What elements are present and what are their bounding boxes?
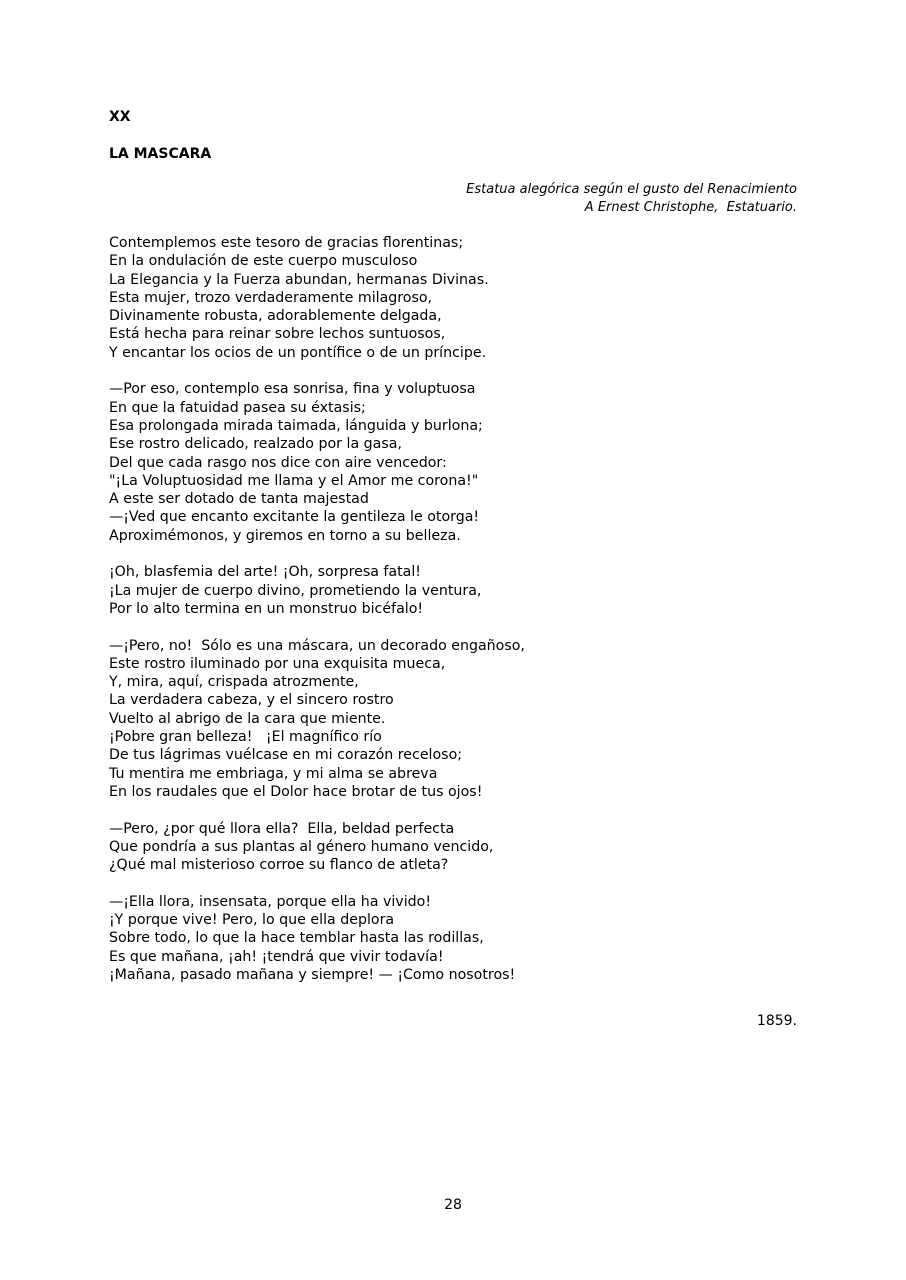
poem-body <box>109 234 809 1002</box>
verse-line: Esta mujer, trozo verdaderamente milagroso, <box>109 289 433 306</box>
stanza <box>109 234 809 362</box>
verse-line: De tus lágrimas vuélcase en mi corazón receloso; <box>109 747 463 764</box>
verse-line: ¡Mañana, pasado mañana y siempre! — ¡Como nosotros! <box>109 966 516 983</box>
verse-line: Esa prolongada mirada taimada, lánguida y burlona; <box>109 417 483 434</box>
verse-line: La Elegancia y la Fuerza abundan, hermanas Divinas. <box>109 271 489 288</box>
epigraph-line: Estatua alegórica según el gusto del Renacimiento <box>466 182 797 197</box>
verse-line: Contemplemos este tesoro de gracias florentinas; <box>109 235 464 251</box>
verse-line: —¡Ella llora, insensata, porque ella ha vivido! <box>109 893 432 910</box>
epigraph <box>466 181 797 217</box>
verse-line: ¡Oh, blasfemia del arte! ¡Oh, sorpresa fatal! <box>109 564 421 581</box>
verse-line: —¡Ved que encanto excitante la gentileza le otorga! <box>109 509 480 526</box>
verse-line: Vuelto al abrigo de la cara que miente. <box>109 710 386 727</box>
poem-numeral: XX <box>109 109 131 125</box>
stanza <box>109 893 809 984</box>
verse-line: Y, mira, aquí, crispada atrozmente, <box>109 674 359 691</box>
verse-line: "¡La Voluptuosidad me llama y el Amor me corona!" <box>109 472 479 489</box>
verse-line: Y encantar los ocios de un pontífice o de un príncipe. <box>109 344 487 361</box>
poem-title: LA MASCARA <box>109 146 212 162</box>
verse-line: Que pondría a sus plantas al género humano vencido, <box>109 838 494 855</box>
verse-line: ¡Pobre gran belleza! ¡El magnífico río <box>109 729 382 746</box>
verse-line: Este rostro iluminado por una exquisita mueca, <box>109 655 446 672</box>
verse-line: Del que cada rasgo nos dice con aire vencedor: <box>109 454 447 471</box>
verse-line: Divinamente robusta, adorablemente delgada, <box>109 308 442 325</box>
stanza <box>109 637 809 802</box>
verse-line: A este ser dotado de tanta majestad <box>109 491 369 508</box>
verse-line: Tu mentira me embriaga, y mi alma se abreva <box>109 765 438 782</box>
verse-line: Ese rostro delicado, realzado por la gasa, <box>109 436 402 453</box>
verse-line: —¡Pero, no! Sólo es una máscara, un decorado engañoso, <box>109 637 525 654</box>
verse-line: En que la fatuidad pasea su éxtasis; <box>109 399 366 416</box>
stanza <box>109 820 809 875</box>
verse-line: En los raudales que el Dolor hace brotar de tus ojos! <box>109 783 483 800</box>
verse-line: ¿Qué mal misterioso corroe su flanco de atleta? <box>109 857 449 874</box>
verse-line: La verdadera cabeza, y el sincero rostro <box>109 692 394 709</box>
verse-line: —Pero, ¿por qué llora ella? Ella, beldad perfecta <box>109 820 455 837</box>
stanza <box>109 563 809 618</box>
page-number: 28 <box>444 1197 462 1213</box>
verse-line: —Por eso, contemplo esa sonrisa, fina y voluptuosa <box>109 381 476 398</box>
verse-line: Sobre todo, lo que la hace temblar hasta las rodillas, <box>109 930 484 947</box>
verse-line: ¡Y porque vive! Pero, lo que ella deplora <box>109 911 395 928</box>
verse-line: Por lo alto termina en un monstruo bicéfalo! <box>109 600 424 617</box>
stanza <box>109 380 809 545</box>
poem-date: 1859. <box>756 1013 797 1029</box>
epigraph-dedication: A Ernest Christophe, Estatuario. <box>584 200 797 215</box>
verse-line: Es que mañana, ¡ah! ¡tendrá que vivir todavía! <box>109 948 444 965</box>
verse-line: ¡La mujer de cuerpo divino, prometiendo la ventura, <box>109 582 482 599</box>
verse-line: Está hecha para reinar sobre lechos suntuosos, <box>109 326 446 343</box>
verse-line: En la ondulación de este cuerpo musculoso <box>109 253 418 270</box>
verse-line: Aproximémonos, y giremos en torno a su belleza. <box>109 527 461 544</box>
